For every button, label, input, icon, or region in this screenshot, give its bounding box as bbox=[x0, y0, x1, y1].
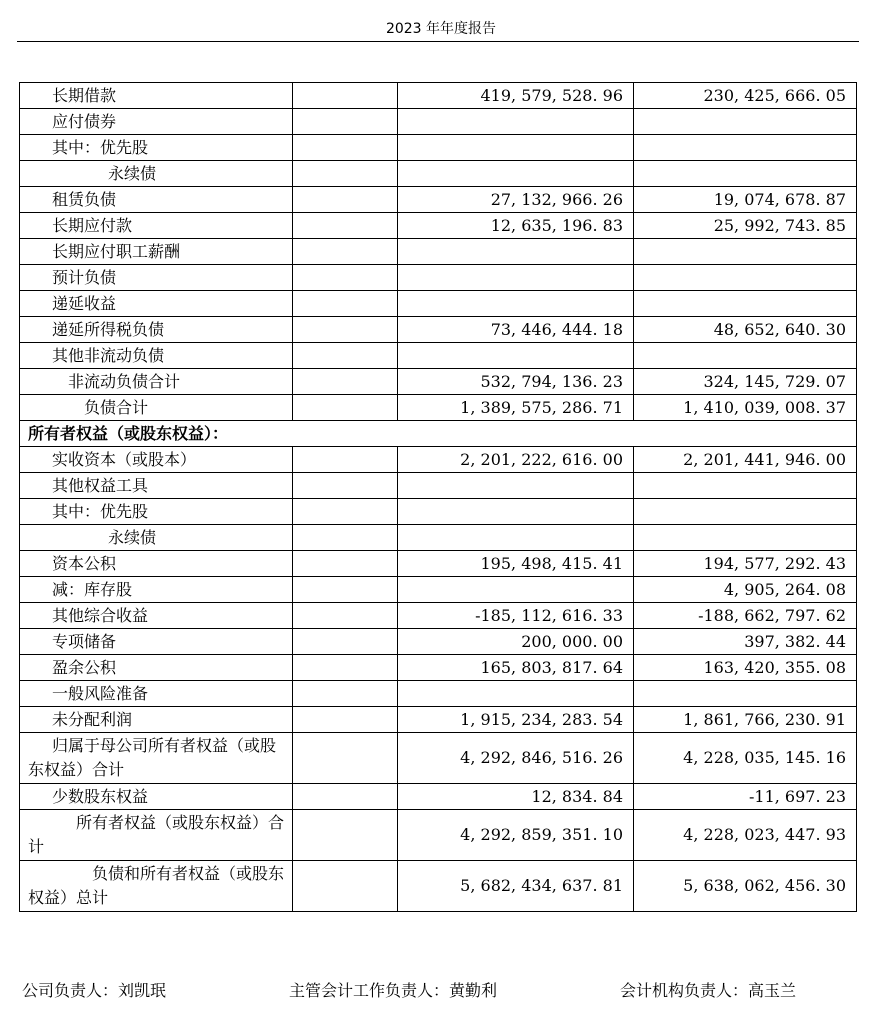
row-item-label: 未分配利润 bbox=[20, 707, 293, 733]
accounting-head-signature: 主管会计工作负责人：黄勤利 bbox=[289, 981, 498, 1000]
row-note-cell bbox=[293, 733, 398, 784]
row-item-label: 其他非流动负债 bbox=[20, 343, 293, 369]
table-row bbox=[20, 499, 857, 525]
table-row bbox=[20, 447, 857, 473]
row-previous-value bbox=[634, 681, 857, 707]
row-item-label: 实收资本（或股本） bbox=[20, 447, 293, 473]
row-item-label: 应付债券 bbox=[20, 109, 293, 135]
row-item-label: 资本公积 bbox=[20, 551, 293, 577]
row-current-value bbox=[398, 109, 634, 135]
row-previous-value: 1, 410, 039, 008. 37 bbox=[634, 395, 857, 421]
row-previous-value bbox=[634, 161, 857, 187]
row-item-label: 永续债 bbox=[20, 161, 293, 187]
row-previous-value bbox=[634, 135, 857, 161]
row-item-label: 归属于母公司所有者权益（或股东权益）合计 bbox=[20, 733, 293, 784]
row-note-cell bbox=[293, 343, 398, 369]
row-item-label: 永续债 bbox=[20, 525, 293, 551]
row-note-cell bbox=[293, 135, 398, 161]
table-row bbox=[20, 83, 857, 109]
row-current-value bbox=[398, 681, 634, 707]
row-previous-value: 230, 425, 666. 05 bbox=[634, 83, 857, 109]
row-item-label: 其中：优先股 bbox=[20, 135, 293, 161]
row-note-cell bbox=[293, 551, 398, 577]
row-note-cell bbox=[293, 83, 398, 109]
row-current-value bbox=[398, 135, 634, 161]
row-note-cell bbox=[293, 109, 398, 135]
row-item-label: 递延收益 bbox=[20, 291, 293, 317]
table-row bbox=[20, 187, 857, 213]
row-item-label: 其他综合收益 bbox=[20, 603, 293, 629]
row-previous-value bbox=[634, 343, 857, 369]
row-current-value bbox=[398, 525, 634, 551]
row-item-label: 预计负债 bbox=[20, 265, 293, 291]
table-row bbox=[20, 369, 857, 395]
row-note-cell bbox=[293, 265, 398, 291]
row-note-cell bbox=[293, 629, 398, 655]
row-item-label: 负债和所有者权益（或股东权益）总计 bbox=[20, 861, 293, 912]
row-previous-value: 19, 074, 678. 87 bbox=[634, 187, 857, 213]
table-row bbox=[20, 317, 857, 343]
row-previous-value bbox=[634, 499, 857, 525]
row-previous-value: 4, 905, 264. 08 bbox=[634, 577, 857, 603]
row-previous-value: 4, 228, 035, 145. 16 bbox=[634, 733, 857, 784]
row-current-value: 200, 000. 00 bbox=[398, 629, 634, 655]
row-current-value: 4, 292, 846, 516. 26 bbox=[398, 733, 634, 784]
row-note-cell bbox=[293, 317, 398, 343]
table-row bbox=[20, 239, 857, 265]
row-current-value bbox=[398, 343, 634, 369]
table-row bbox=[20, 161, 857, 187]
row-current-value: 1, 915, 234, 283. 54 bbox=[398, 707, 634, 733]
row-current-value: 419, 579, 528. 96 bbox=[398, 83, 634, 109]
header-divider bbox=[17, 41, 859, 42]
row-note-cell bbox=[293, 291, 398, 317]
row-item-label: 非流动负债合计 bbox=[20, 369, 293, 395]
table-row bbox=[20, 733, 857, 784]
row-note-cell bbox=[293, 499, 398, 525]
row-current-value: 4, 292, 859, 351. 10 bbox=[398, 810, 634, 861]
row-current-value: 27, 132, 966. 26 bbox=[398, 187, 634, 213]
table-row bbox=[20, 629, 857, 655]
row-current-value bbox=[398, 239, 634, 265]
row-note-cell bbox=[293, 810, 398, 861]
row-current-value bbox=[398, 265, 634, 291]
balance-sheet-body bbox=[20, 83, 857, 912]
row-previous-value bbox=[634, 291, 857, 317]
table-row bbox=[20, 681, 857, 707]
row-current-value: 12, 635, 196. 83 bbox=[398, 213, 634, 239]
table-row bbox=[20, 291, 857, 317]
row-item-label: 长期应付职工薪酬 bbox=[20, 239, 293, 265]
table-row bbox=[20, 810, 857, 861]
row-item-label: 少数股东权益 bbox=[20, 784, 293, 810]
accounting-org-head-signature: 会计机构负责人：高玉兰 bbox=[620, 981, 797, 1000]
row-previous-value: 25, 992, 743. 85 bbox=[634, 213, 857, 239]
row-previous-value: -188, 662, 797. 62 bbox=[634, 603, 857, 629]
row-note-cell bbox=[293, 447, 398, 473]
row-note-cell bbox=[293, 369, 398, 395]
table-row bbox=[20, 343, 857, 369]
row-current-value bbox=[398, 473, 634, 499]
row-current-value: 195, 498, 415. 41 bbox=[398, 551, 634, 577]
row-note-cell bbox=[293, 681, 398, 707]
row-previous-value: 163, 420, 355. 08 bbox=[634, 655, 857, 681]
table-row bbox=[20, 525, 857, 551]
row-previous-value: 5, 638, 062, 456. 30 bbox=[634, 861, 857, 912]
row-note-cell bbox=[293, 525, 398, 551]
row-note-cell bbox=[293, 655, 398, 681]
row-current-value: -185, 112, 616. 33 bbox=[398, 603, 634, 629]
row-note-cell bbox=[293, 187, 398, 213]
table-section-row bbox=[20, 421, 857, 447]
row-note-cell bbox=[293, 161, 398, 187]
row-note-cell bbox=[293, 707, 398, 733]
row-item-label: 其中：优先股 bbox=[20, 499, 293, 525]
row-previous-value: 2, 201, 441, 946. 00 bbox=[634, 447, 857, 473]
table-row bbox=[20, 784, 857, 810]
row-previous-value: 48, 652, 640. 30 bbox=[634, 317, 857, 343]
company-head-signature: 公司负责人：刘凯珉 bbox=[22, 981, 167, 1000]
table-row bbox=[20, 551, 857, 577]
section-heading: 所有者权益（或股东权益）： bbox=[20, 421, 857, 447]
row-item-label: 负债合计 bbox=[20, 395, 293, 421]
row-previous-value: 324, 145, 729. 07 bbox=[634, 369, 857, 395]
row-previous-value bbox=[634, 265, 857, 291]
row-item-label: 租赁负债 bbox=[20, 187, 293, 213]
row-note-cell bbox=[293, 603, 398, 629]
row-item-label: 其他权益工具 bbox=[20, 473, 293, 499]
table-row bbox=[20, 655, 857, 681]
row-previous-value bbox=[634, 239, 857, 265]
row-note-cell bbox=[293, 213, 398, 239]
row-note-cell bbox=[293, 239, 398, 265]
row-item-label: 专项储备 bbox=[20, 629, 293, 655]
row-item-label: 递延所得税负债 bbox=[20, 317, 293, 343]
row-previous-value: 397, 382. 44 bbox=[634, 629, 857, 655]
row-note-cell bbox=[293, 473, 398, 499]
table-row bbox=[20, 395, 857, 421]
row-note-cell bbox=[293, 861, 398, 912]
row-note-cell bbox=[293, 784, 398, 810]
row-previous-value: 4, 228, 023, 447. 93 bbox=[634, 810, 857, 861]
table-row bbox=[20, 135, 857, 161]
row-previous-value bbox=[634, 525, 857, 551]
row-current-value: 5, 682, 434, 637. 81 bbox=[398, 861, 634, 912]
table-row bbox=[20, 265, 857, 291]
row-current-value: 1, 389, 575, 286. 71 bbox=[398, 395, 634, 421]
row-item-label: 减：库存股 bbox=[20, 577, 293, 603]
row-current-value: 73, 446, 444. 18 bbox=[398, 317, 634, 343]
row-previous-value bbox=[634, 109, 857, 135]
row-item-label: 盈余公积 bbox=[20, 655, 293, 681]
row-current-value bbox=[398, 291, 634, 317]
table-row bbox=[20, 603, 857, 629]
row-current-value: 165, 803, 817. 64 bbox=[398, 655, 634, 681]
row-item-label: 一般风险准备 bbox=[20, 681, 293, 707]
row-previous-value: 194, 577, 292. 43 bbox=[634, 551, 857, 577]
row-current-value bbox=[398, 161, 634, 187]
table-row bbox=[20, 577, 857, 603]
table-row bbox=[20, 473, 857, 499]
table-row bbox=[20, 707, 857, 733]
row-previous-value: 1, 861, 766, 230. 91 bbox=[634, 707, 857, 733]
row-item-label: 长期借款 bbox=[20, 83, 293, 109]
row-previous-value bbox=[634, 473, 857, 499]
table-row bbox=[20, 109, 857, 135]
table-row bbox=[20, 861, 857, 912]
row-current-value: 12, 834. 84 bbox=[398, 784, 634, 810]
row-item-label: 所有者权益（或股东权益）合计 bbox=[20, 810, 293, 861]
row-previous-value: -11, 697. 23 bbox=[634, 784, 857, 810]
row-current-value: 532, 794, 136. 23 bbox=[398, 369, 634, 395]
row-note-cell bbox=[293, 395, 398, 421]
row-current-value bbox=[398, 577, 634, 603]
balance-sheet-table bbox=[19, 82, 857, 912]
row-note-cell bbox=[293, 577, 398, 603]
row-current-value bbox=[398, 499, 634, 525]
table-row bbox=[20, 213, 857, 239]
row-item-label: 长期应付款 bbox=[20, 213, 293, 239]
page-header-title: 2023 年年度报告 bbox=[385, 21, 497, 37]
row-current-value: 2, 201, 222, 616. 00 bbox=[398, 447, 634, 473]
